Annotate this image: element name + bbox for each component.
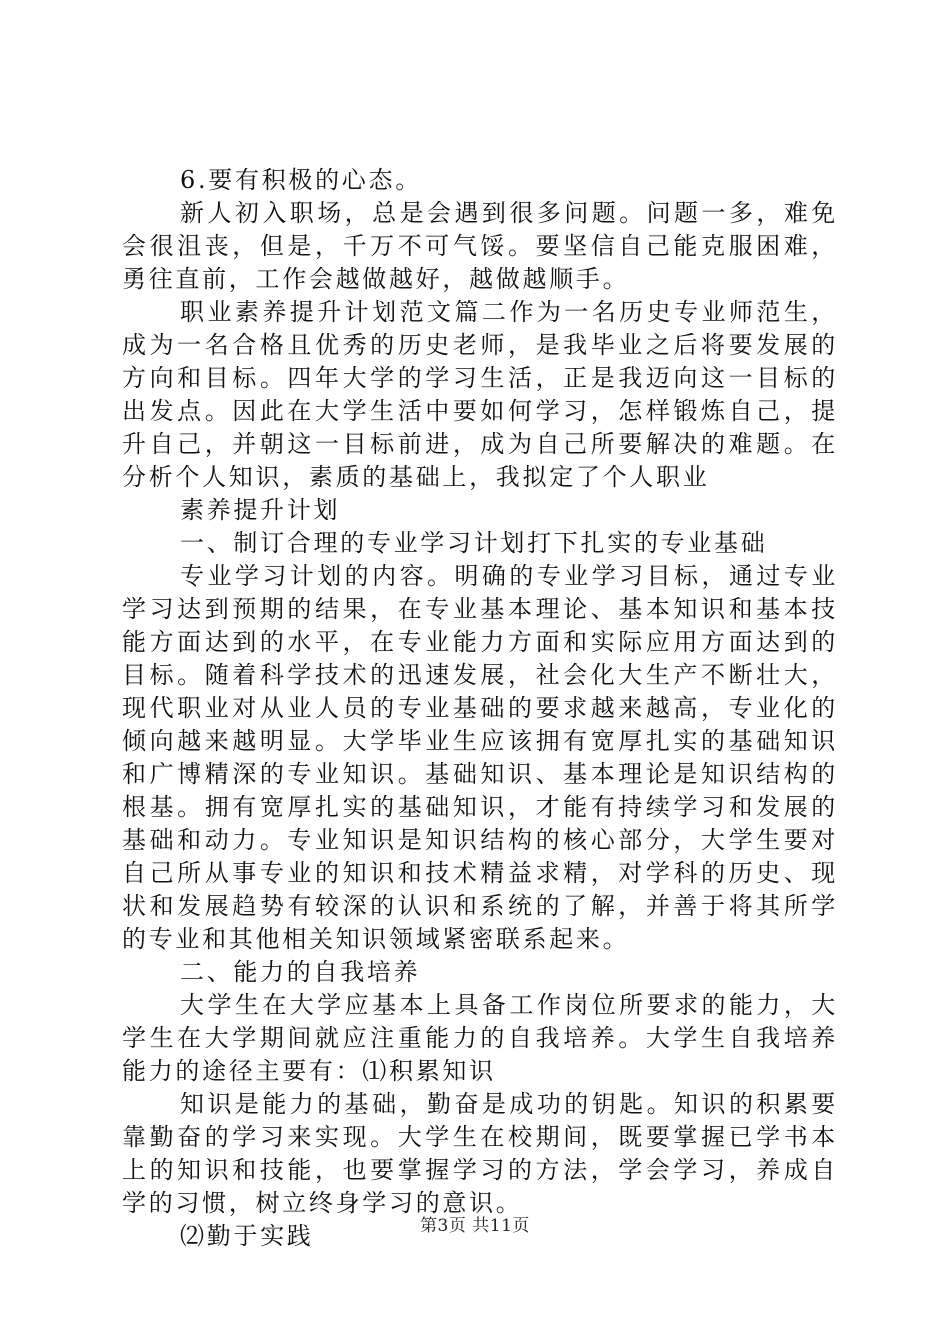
paragraph-knowledge: 知识是能力的基础，勤奋是成功的钥匙。知识的积累要靠勤奋的学习来实现。大学生在校期间，既要掌握已学书本上的知识和技能，也要掌握学习的方法，学会学习，养成自学的习惯，树立终身学习的意识。 [122, 1090, 838, 1217]
paragraph-ability: 大学生在大学应基本上具备工作岗位所要求的能力，大学生在大学期间就应注重能力的自我培养。大学生自我培养能力的途径主要有：⑴积累知识 [122, 991, 838, 1085]
document-body [122, 164, 838, 1253]
section-heading-2: 二、能力的自我培养 [180, 958, 421, 986]
paragraph-new-employee: 新人初入职场，总是会遇到很多问题。问题一多，难免会很沮丧，但是，千万不可气馁。要坚信自己能克服困难，勇往直前，工作会越做越好，越做越顺手。 [122, 199, 838, 293]
paragraph-plan-intro: 职业素养提升计划范文篇二作为一名历史专业师范生，成为一名合格且优秀的历史老师，是我毕业之后将要发展的方向和目标。四年大学的学习生活，正是我迈向这一目标的出发点。因此在大学生活中要如何学习，怎样锻炼自己，提升自己，并朝这一目标前进，成为自己所要解决的难题。在分析个人知识，素质的基础上，我拟定了个人职业 [122, 298, 838, 491]
paragraph-study-plan: 专业学习计划的内容。明确的专业学习目标，通过专业学习达到预期的结果，在专业基本理论、基本知识和基本技能方面达到的水平，在专业能力方面和实际应用方面达到的目标。随着科学技术的迅速发展，社会化大生产不断壮大，现代职业对从业人员的专业基础的要求越来越高，专业化的倾向越来越明显。大学毕业生应该拥有宽厚扎实的基础知识和广博精深的专业知识。基础知识、基本理论是知识结构的根基。拥有宽厚扎实的基础知识，才能有持续学习和发展的基础和动力。专业知识是知识结构的核心部分，大学生要对自己所从事专业的知识和技术精益求精，对学科的历史、现状和发展趋势有较深的认识和系统的了解，并善于将其所学的专业和其他相关知识领域紧密联系起来。 [122, 562, 838, 953]
page-number-footer: 第3页 共11页 [420, 1216, 530, 1236]
section-heading-1: 一、制订合理的专业学习计划打下扎实的专业基础 [180, 529, 768, 557]
paragraph-plan-title: 素养提升计划 [180, 496, 341, 524]
paragraph-practice-heading: ⑵勤于实践 [180, 1222, 314, 1250]
paragraph-heading-6: 6.要有积极的心态。 [180, 166, 422, 194]
